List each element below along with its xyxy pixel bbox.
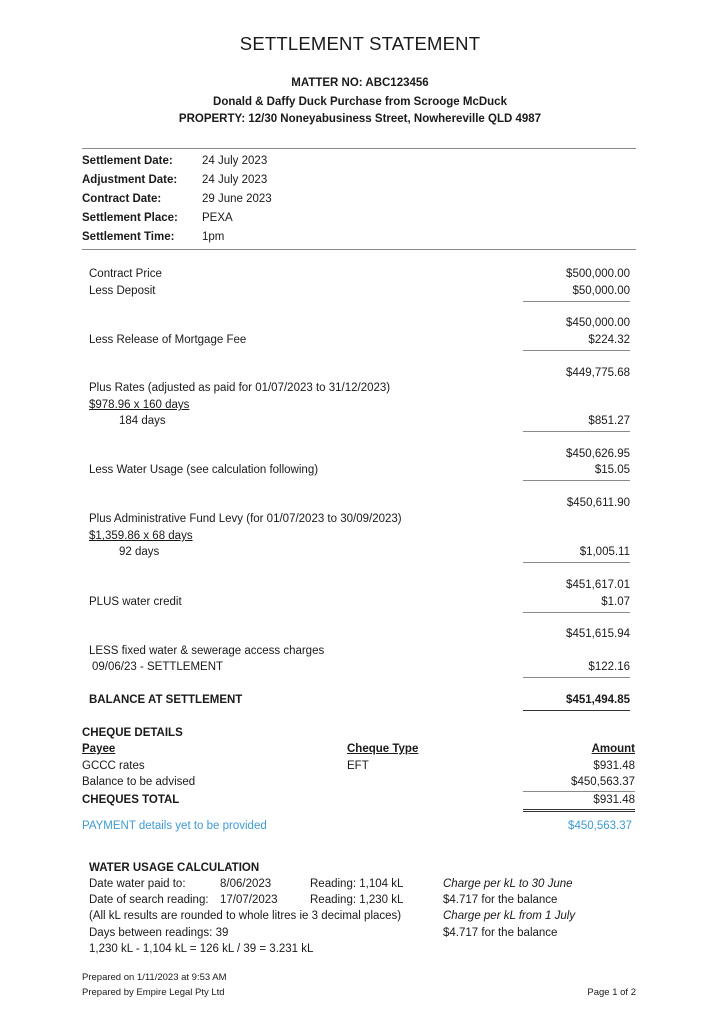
line-label: Plus Administrative Fund Levy (for 01/07/2023 to 30/09/2023) (89, 513, 402, 525)
divider (82, 148, 636, 149)
subtotal-amount: $451,617.01 (566, 579, 630, 591)
subtotal-amount: $450,611.90 (566, 497, 630, 509)
line-amount: $50,000.00 (572, 285, 630, 297)
divider (82, 249, 636, 250)
levy-calculation: $1,359.86 x 68 days (89, 530, 193, 542)
balance-amount: $451,494.85 (566, 694, 630, 706)
line-amount: $1.07 (601, 596, 630, 608)
cheque-type: EFT (347, 760, 369, 772)
prepared-on: Prepared on 1/11/2023 at 9:53 AM (82, 972, 227, 983)
subtotal-amount: $450,000.00 (566, 317, 630, 329)
payment-amount: $450,563.37 (568, 820, 632, 832)
water-line: Date water paid to: (89, 878, 186, 890)
line-amount: $15.05 (594, 464, 630, 476)
water-line: Days between readings: 39 (89, 927, 229, 939)
detail-value: 24 July 2023 (202, 155, 268, 167)
subtotal-amount: $450,626.95 (566, 448, 630, 460)
detail-label: Settlement Date: (82, 155, 173, 167)
subtotal-rule (523, 431, 630, 432)
line-label: PLUS water credit (89, 596, 182, 608)
detail-value: PEXA (202, 212, 233, 224)
page-number: Page 1 of 2 (587, 987, 636, 998)
detail-label: Adjustment Date: (82, 174, 178, 186)
col-amount: Amount (591, 743, 635, 755)
parties: Donald & Daffy Duck Purchase from Scrooge McDuck (213, 96, 507, 108)
charge-value: $4.717 for the balance (443, 894, 558, 906)
line-amount: $851.27 (588, 415, 630, 427)
line-amount: $224.32 (588, 334, 630, 346)
balance-label: BALANCE AT SETTLEMENT (89, 694, 243, 706)
line-sublabel: 09/06/23 - SETTLEMENT (92, 661, 224, 673)
water-line: (All kL results are rounded to whole litres ie 3 decimal places) (89, 910, 402, 922)
subtotal-rule (523, 562, 630, 563)
page-title: SETTLEMENT STATEMENT (239, 33, 481, 54)
payment-note: PAYMENT details yet to be provided (82, 820, 267, 832)
cheque-payee: GCCC rates (82, 760, 145, 772)
detail-label: Settlement Time: (82, 231, 175, 243)
prepared-by: Prepared by Empire Legal Pty Ltd (82, 987, 225, 998)
balance-rule (523, 710, 630, 711)
water-reading: Reading: 1,104 kL (310, 878, 404, 890)
total-double-rule (523, 809, 635, 810)
rates-calculation: $978.96 x 160 days (89, 399, 190, 411)
col-payee: Payee (82, 743, 116, 755)
detail-label: Settlement Place: (82, 212, 178, 224)
total-double-rule (523, 811, 635, 812)
detail-value: 1pm (202, 231, 225, 243)
line-label: Contract Price (89, 268, 162, 280)
water-line: 1,230 kL - 1,104 kL = 126 kL / 39 = 3.231 kL (89, 943, 314, 955)
cheque-amount: $450,563.37 (571, 776, 635, 788)
subtotal-amount: $449,775.68 (566, 367, 630, 379)
line-amount: $1,005.11 (579, 546, 630, 558)
property-address: PROPERTY: 12/30 Noneyabusiness Street, Nowhereville QLD 4987 (178, 113, 542, 125)
water-heading: WATER USAGE CALCULATION (89, 862, 260, 874)
detail-value: 24 July 2023 (202, 174, 268, 186)
line-label: Less Deposit (89, 285, 156, 297)
subtotal-amount: $451,615.94 (566, 628, 630, 640)
cheque-heading: CHEQUE DETAILS (82, 727, 183, 739)
cheques-total-amount: $931.48 (593, 794, 635, 806)
line-amount: $122.16 (588, 661, 630, 673)
cheques-total-label: CHEQUES TOTAL (82, 794, 180, 806)
subtotal-rule (523, 677, 630, 678)
water-line: Date of search reading: (89, 894, 209, 906)
detail-label: Contract Date: (82, 193, 162, 205)
col-cheque-type: Cheque Type (347, 743, 419, 755)
levy-days: 92 days (119, 546, 160, 558)
subtotal-rule (523, 612, 630, 613)
detail-value: 29 June 2023 (202, 193, 272, 205)
cheque-amount: $931.48 (593, 760, 635, 772)
line-label: LESS fixed water & sewerage access charges (89, 645, 325, 657)
charge-label: Charge per kL from 1 July (443, 910, 576, 922)
subtotal-rule (523, 301, 630, 302)
matter-number: MATTER NO: ABC123456 (291, 77, 429, 89)
total-rule (523, 791, 635, 792)
line-label: Less Water Usage (see calculation following) (89, 464, 319, 476)
subtotal-rule (523, 480, 630, 481)
line-amount: $500,000.00 (566, 268, 630, 280)
charge-value: $4.717 for the balance (443, 927, 558, 939)
line-label: Plus Rates (adjusted as paid for 01/07/2023 to 31/12/2023) (89, 382, 391, 394)
charge-label: Charge per kL to 30 June (443, 878, 573, 890)
subtotal-rule (523, 350, 630, 351)
line-label: Less Release of Mortgage Fee (89, 334, 247, 346)
cheque-payee: Balance to be advised (82, 776, 196, 788)
water-date: 17/07/2023 (220, 894, 278, 906)
water-reading: Reading: 1,230 kL (310, 894, 404, 906)
rates-days: 184 days (119, 415, 166, 427)
water-date: 8/06/2023 (220, 878, 272, 890)
